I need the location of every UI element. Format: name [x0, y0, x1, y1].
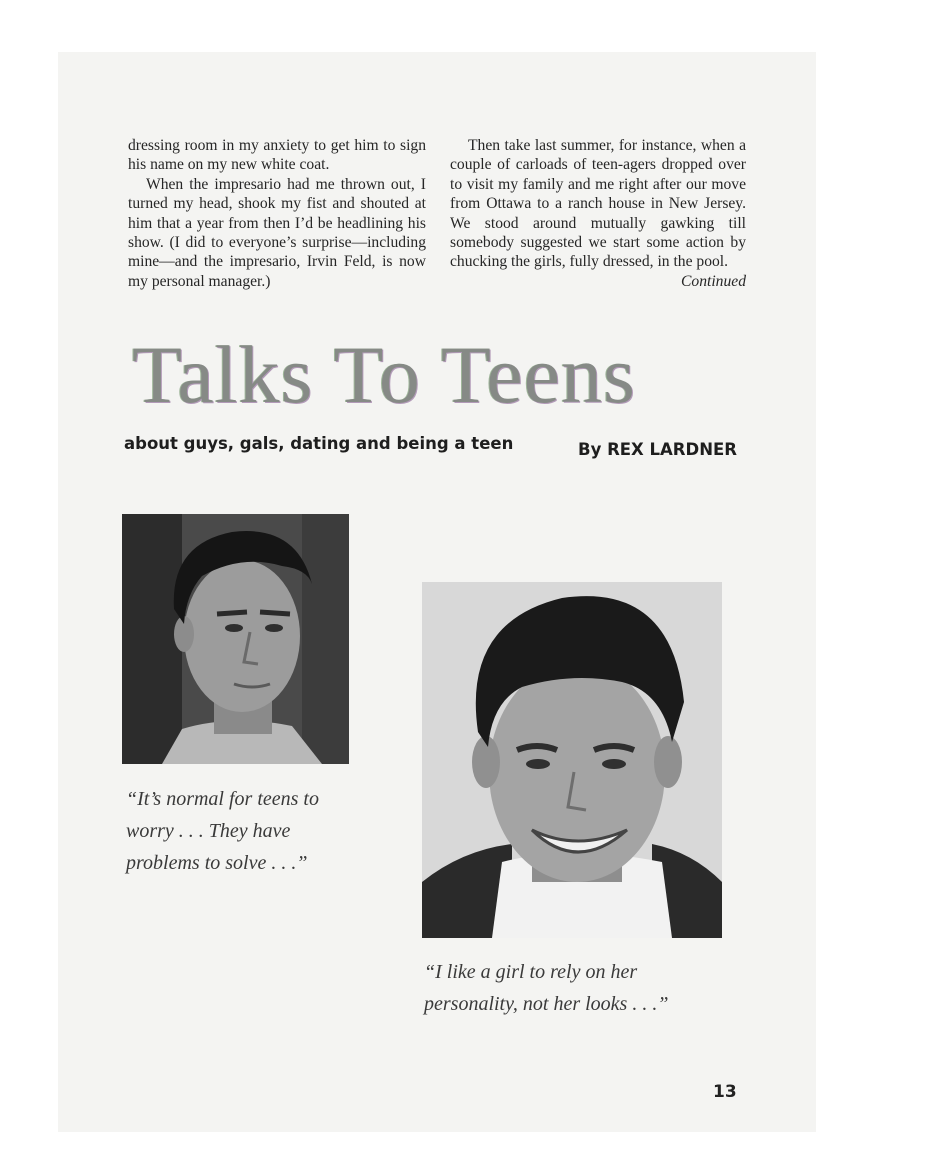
photo-caption-left: “It’s normal for teens to worry . . . They have problems to solve . . .”	[126, 788, 319, 874]
article-column-right	[450, 136, 746, 291]
column-right-text: Then take last summer, for instance, when a couple of carloads of teen-agers dropped over to visit my family and me right after our move from Ottawa to a ranch house in New Jersey. We stood around mutually gawking till somebody suggested we start some action by chucking the girls, fully dressed, in the pool.	[450, 137, 746, 271]
article-byline: By REX LARDNER	[578, 440, 737, 459]
column-left-paragraph-2: When the impresario had me thrown out, I turned my head, shook my fist and shouted at him that a year from then I’d be headlining his show. (I did to everyone’s surprise—including mine—and the impresario, Irvin Feld, is now my personal manager.)	[128, 175, 426, 290]
portrait-photo-serious	[122, 514, 349, 764]
article-title: Talks To Teens	[132, 329, 636, 420]
article-column-left	[128, 136, 426, 291]
continued-label: Continued	[681, 272, 746, 290]
portrait-photo-smiling	[422, 582, 722, 938]
article-subtitle: about guys, gals, dating and being a teen	[124, 434, 514, 453]
page-number: 13	[713, 1082, 737, 1102]
column-left-paragraph-1: dressing room in my anxiety to get him to sign his name on my new white coat.	[128, 137, 426, 174]
photo-caption-right: “I like a girl to rely on her personality, not her looks . . .”	[424, 961, 669, 1015]
column-right-paragraph-1	[450, 136, 746, 290]
